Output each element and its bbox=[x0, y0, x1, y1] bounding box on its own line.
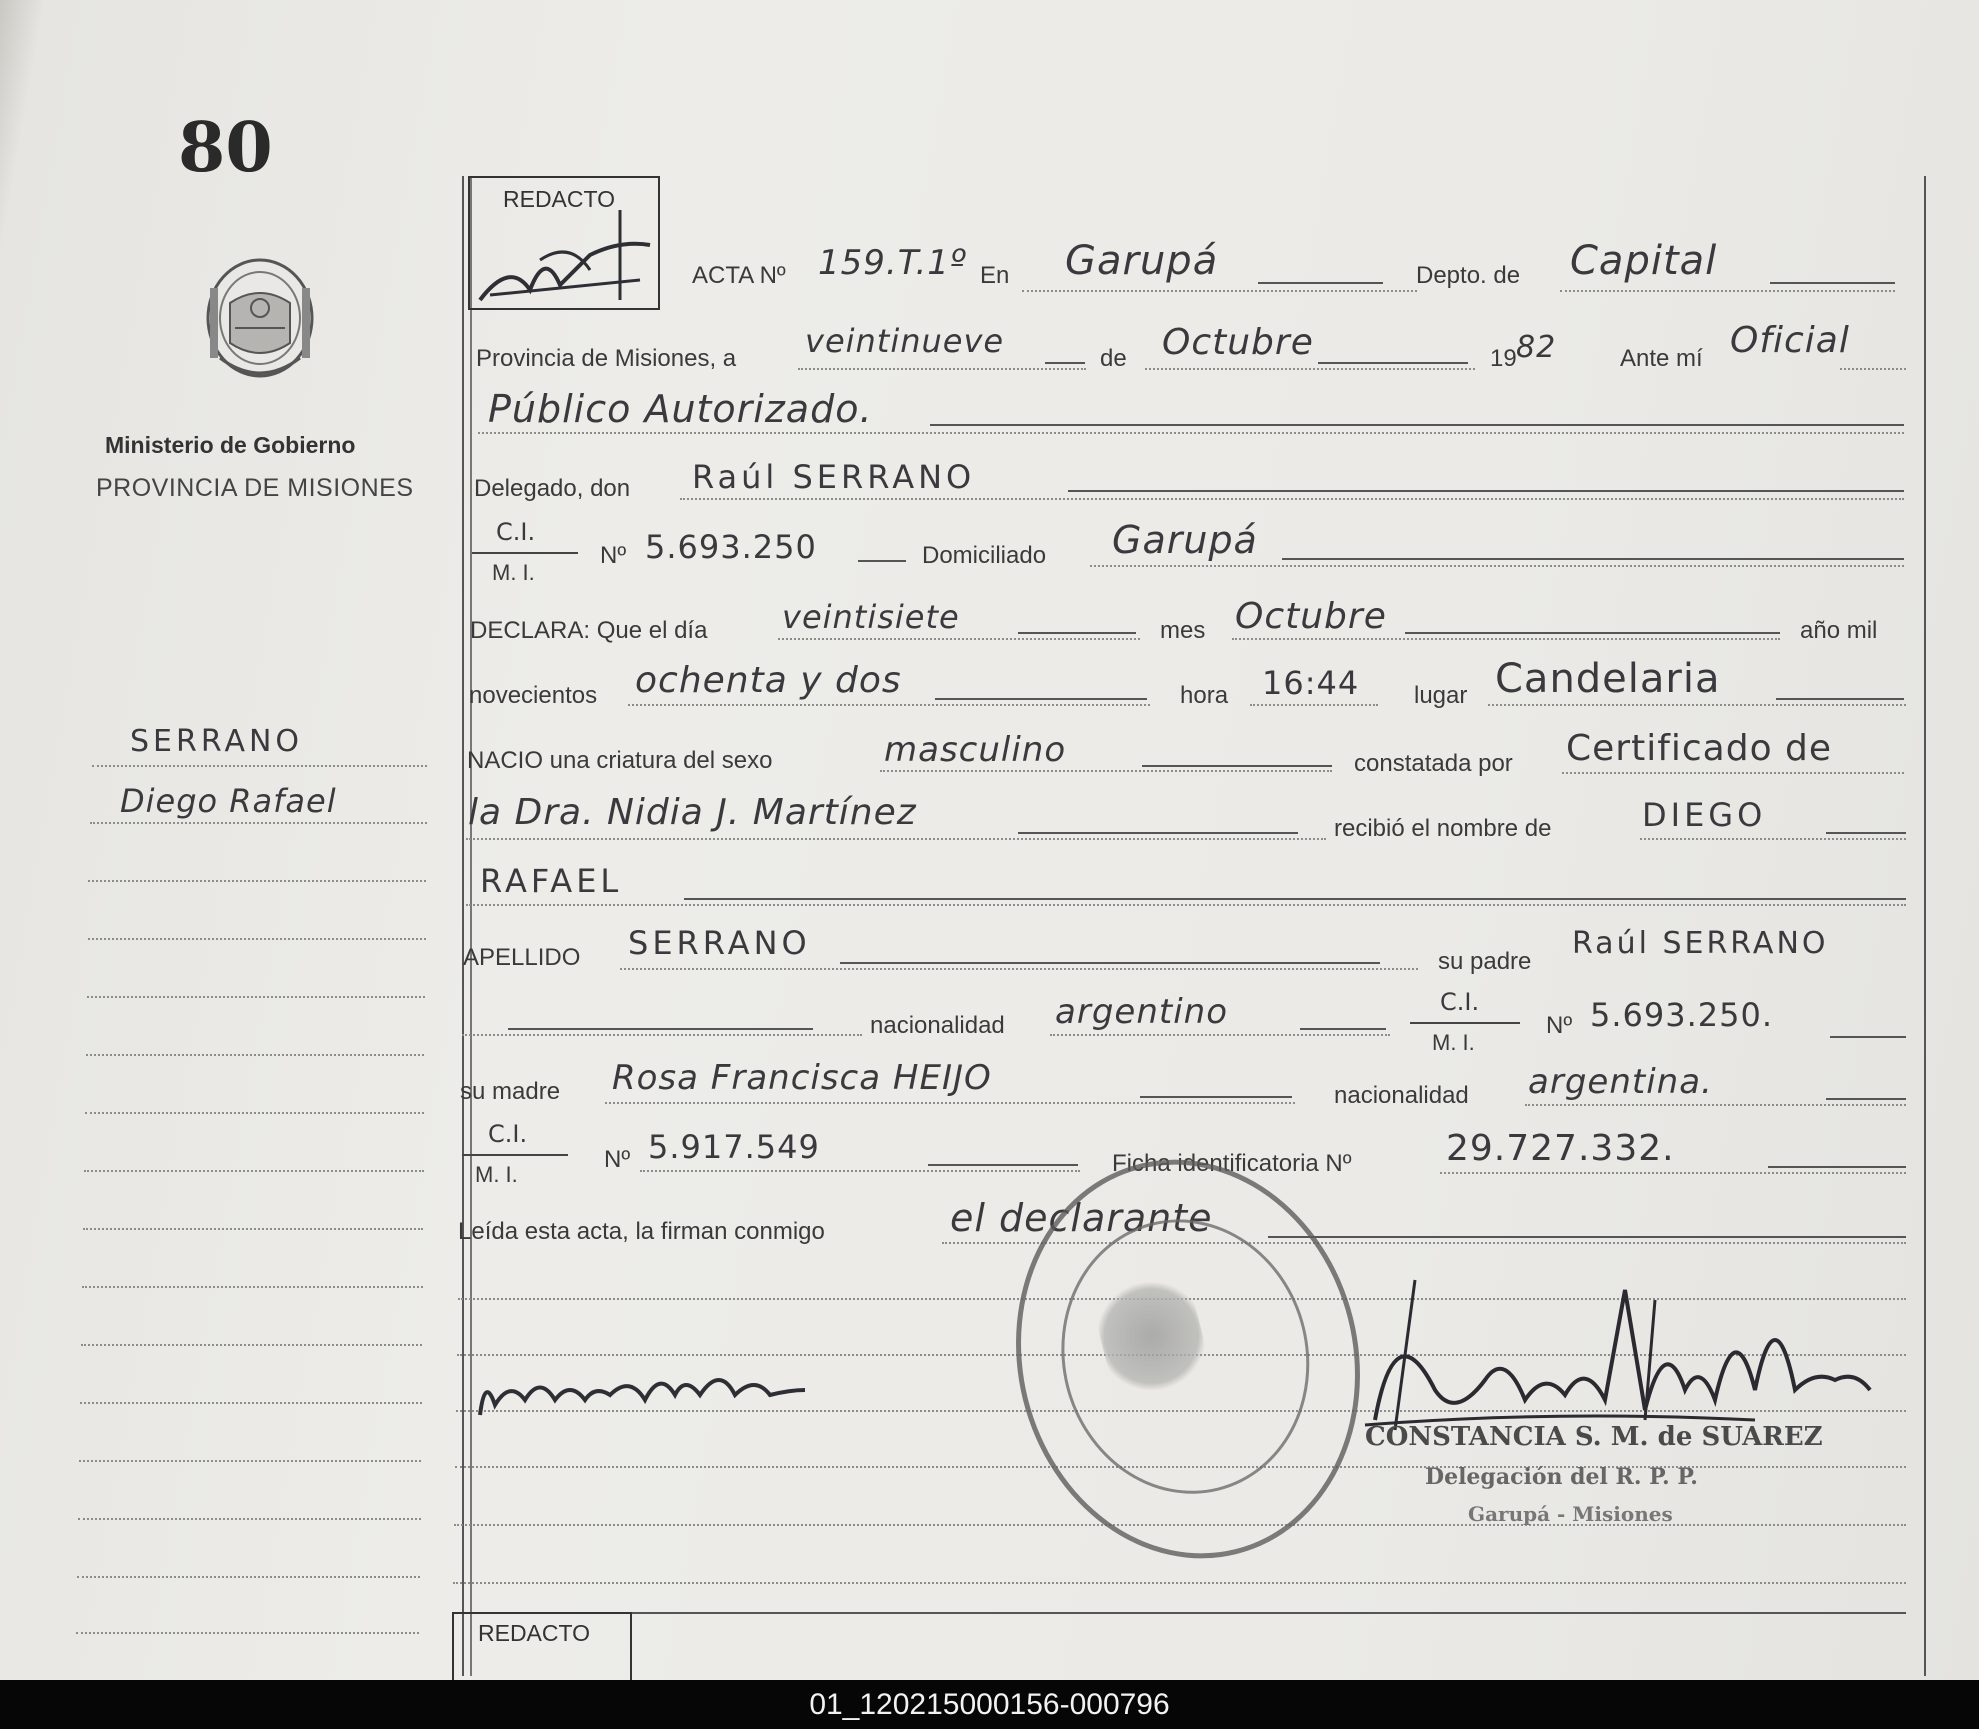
fill-stroke bbox=[935, 698, 1147, 700]
fill-line bbox=[880, 770, 1332, 772]
fill-line bbox=[1640, 838, 1906, 840]
surname-value: SERRANO bbox=[628, 924, 811, 962]
apellido-label: APELLIDO bbox=[463, 944, 581, 971]
first-name: DIEGO bbox=[1642, 796, 1767, 834]
margin-line bbox=[90, 822, 427, 824]
provincia-label: Provincia de Misiones, a bbox=[476, 345, 737, 372]
fill-stroke bbox=[1768, 1166, 1906, 1168]
fill-line bbox=[478, 432, 1904, 434]
fill-line bbox=[1488, 704, 1906, 706]
father-nationality: argentino bbox=[1055, 992, 1228, 1032]
mother-doc: 5.917.549 bbox=[648, 1128, 820, 1166]
fill-stroke bbox=[1405, 632, 1780, 634]
fill-stroke bbox=[1045, 362, 1085, 364]
mother-nationality: argentina. bbox=[1528, 1062, 1713, 1102]
novecientos-label: novecientos bbox=[469, 682, 598, 709]
numero-label-mother: Nº bbox=[604, 1146, 631, 1173]
form-border-inner bbox=[470, 176, 472, 1676]
lugar-label: lugar bbox=[1414, 682, 1468, 709]
delegado-doc: 5.693.250 bbox=[645, 528, 817, 566]
fill-line bbox=[1250, 704, 1378, 706]
margin-line bbox=[80, 1402, 422, 1404]
fill-stroke bbox=[1770, 282, 1895, 284]
fill-line bbox=[640, 1170, 1080, 1172]
mother-doc-type-print: M. I. bbox=[475, 1162, 518, 1187]
hora-label: hora bbox=[1180, 682, 1229, 709]
day-words: veintinueve bbox=[805, 322, 1005, 360]
fraction-bar bbox=[1410, 1022, 1520, 1024]
margin-surname: SERRANO bbox=[130, 724, 304, 759]
margin-line bbox=[84, 1170, 424, 1172]
fill-stroke bbox=[508, 1028, 813, 1030]
recibio-label: recibió el nombre de bbox=[1334, 815, 1552, 842]
fill-line bbox=[1562, 772, 1904, 774]
margin-line bbox=[88, 880, 426, 882]
fill-line bbox=[1525, 1104, 1906, 1106]
fill-stroke bbox=[1826, 1098, 1906, 1100]
year-suffix: 82 bbox=[1516, 330, 1557, 365]
father-doc: 5.693.250. bbox=[1590, 996, 1774, 1034]
domiciliado-label: Domiciliado bbox=[922, 542, 1047, 569]
month-value: Octubre bbox=[1162, 322, 1314, 363]
fill-line bbox=[1022, 290, 1417, 292]
leida-label: Leída esta acta, la firman conmigo bbox=[458, 1218, 825, 1245]
margin-line bbox=[87, 996, 425, 998]
father-doc-type-hand: C.I. bbox=[1440, 988, 1480, 1016]
fill-stroke bbox=[1258, 282, 1383, 284]
fill-line bbox=[1840, 368, 1906, 370]
fill-line bbox=[462, 1034, 862, 1036]
fill-stroke bbox=[1300, 1028, 1386, 1030]
mother-doc-type-hand: C.I. bbox=[488, 1120, 528, 1148]
officer-title-1: Oficial bbox=[1730, 320, 1850, 361]
birth-month: Octubre bbox=[1235, 596, 1387, 637]
ficha-label: Ficha identificatoria Nº bbox=[1112, 1150, 1352, 1177]
anio-label: año mil bbox=[1800, 617, 1878, 644]
margin-given-names: Diego Rafael bbox=[120, 782, 337, 820]
margin-line bbox=[76, 1632, 419, 1634]
fill-stroke bbox=[1068, 490, 1904, 492]
page-number: 80 bbox=[178, 108, 273, 188]
fill-line bbox=[1560, 290, 1895, 292]
margin-line bbox=[77, 1576, 420, 1578]
declarant-signature-icon bbox=[470, 1355, 810, 1425]
fill-line bbox=[620, 968, 1418, 970]
numero-label: Nº bbox=[600, 542, 627, 569]
margin-line bbox=[79, 1460, 421, 1462]
margin-line bbox=[86, 1054, 424, 1056]
signature-line bbox=[453, 1582, 1906, 1584]
province-crest-icon bbox=[190, 248, 330, 408]
image-footer bbox=[0, 1680, 1979, 1729]
birth-day-words: veintisiete bbox=[782, 598, 960, 636]
margin-line bbox=[78, 1518, 421, 1520]
margin-line bbox=[88, 938, 426, 940]
fill-stroke bbox=[858, 560, 906, 562]
certified-by-1: Certificado de bbox=[1566, 728, 1833, 769]
delegado-name: Raúl SERRANO bbox=[692, 458, 976, 496]
fill-stroke bbox=[928, 1164, 1078, 1166]
constatada-label: constatada por bbox=[1354, 750, 1513, 777]
depto-label: Depto. de bbox=[1416, 262, 1521, 289]
acta-number: 159.T.1º bbox=[818, 243, 967, 283]
fill-stroke bbox=[1776, 698, 1904, 700]
fill-line bbox=[466, 838, 1326, 840]
nacionalidad-label-father: nacionalidad bbox=[870, 1012, 1005, 1039]
fill-line bbox=[778, 638, 1140, 640]
birth-year-words: ochenta y dos bbox=[635, 660, 902, 701]
ante-label: Ante mí bbox=[1620, 345, 1703, 372]
father-name: Raúl SERRANO bbox=[1572, 926, 1829, 961]
second-name: RAFAEL bbox=[480, 862, 623, 900]
mother-name: Rosa Francisca HEIJO bbox=[612, 1058, 992, 1098]
fraction-bar bbox=[462, 1154, 568, 1156]
stamp-place: Garupá - Misiones bbox=[1468, 1502, 1673, 1526]
fill-stroke bbox=[1826, 832, 1906, 834]
doc-type-print: M. I. bbox=[492, 560, 535, 585]
fill-stroke bbox=[1318, 362, 1468, 364]
father-doc-type-print: M. I. bbox=[1432, 1030, 1475, 1055]
officer-title-2: Público Autorizado. bbox=[488, 387, 873, 431]
fill-line bbox=[1090, 565, 1904, 567]
nacio-label: NACIO una criatura del sexo bbox=[467, 747, 773, 774]
sex-value: masculino bbox=[884, 730, 1067, 770]
fill-stroke bbox=[1018, 832, 1298, 834]
fill-line bbox=[1050, 1034, 1390, 1036]
redacto-signature-icon bbox=[470, 200, 660, 310]
fill-stroke bbox=[930, 424, 1904, 426]
fill-stroke bbox=[1142, 765, 1332, 767]
birth-time: 16:44 bbox=[1262, 664, 1360, 702]
margin-line bbox=[92, 765, 427, 767]
certified-by-2: la Dra. Nidia J. Martínez bbox=[468, 792, 917, 833]
fill-stroke bbox=[1830, 1036, 1906, 1038]
year-prefix: 19 bbox=[1490, 345, 1517, 372]
madre-label: su madre bbox=[460, 1078, 561, 1105]
ficha-number: 29.727.332. bbox=[1446, 1128, 1675, 1169]
mes-label: mes bbox=[1160, 617, 1206, 644]
stamp-office: Delegación del R. P. P. bbox=[1425, 1464, 1698, 1490]
depto-value: Capital bbox=[1570, 238, 1718, 284]
fill-line bbox=[680, 498, 1904, 500]
fill-stroke bbox=[684, 898, 1906, 900]
fill-stroke bbox=[1140, 1096, 1292, 1098]
birth-place: Candelaria bbox=[1495, 656, 1721, 702]
nacionalidad-label-mother: nacionalidad bbox=[1334, 1082, 1469, 1109]
fill-line bbox=[1232, 638, 1780, 640]
redacto-label-bottom: REDACTO bbox=[478, 1620, 591, 1646]
padre-label: su padre bbox=[1438, 948, 1532, 975]
fill-line bbox=[1440, 1172, 1906, 1174]
numero-label-father: Nº bbox=[1546, 1012, 1573, 1039]
stamp-name: CONSTANCIA S. M. de SUAREZ bbox=[1365, 1422, 1823, 1452]
domicilio-value: Garupá bbox=[1112, 518, 1258, 562]
fill-stroke bbox=[1268, 1236, 1906, 1238]
margin-line bbox=[82, 1286, 423, 1288]
image-id: 01_120215000156-000796 bbox=[809, 1688, 1170, 1721]
acta-label: ACTA Nº bbox=[692, 262, 786, 289]
fill-line bbox=[466, 904, 1906, 906]
en-label: En bbox=[980, 262, 1010, 289]
fill-stroke bbox=[840, 962, 1380, 964]
redacto-label: REDACTO bbox=[503, 186, 616, 212]
fill-line bbox=[605, 1102, 1295, 1104]
declara-label: DECLARA: Que el día bbox=[470, 617, 708, 644]
form-bottom-line bbox=[452, 1612, 1906, 1614]
margin-line bbox=[83, 1228, 423, 1230]
doc-type-hand: C.I. bbox=[496, 518, 536, 546]
fill-stroke bbox=[1282, 558, 1904, 560]
fill-line bbox=[1145, 368, 1475, 370]
delegado-label: Delegado, don bbox=[474, 475, 631, 502]
fill-line bbox=[628, 704, 1150, 706]
acta-place: Garupá bbox=[1065, 238, 1219, 284]
fraction-bar bbox=[472, 552, 578, 554]
signatory-value: el declarante bbox=[950, 1196, 1213, 1240]
ministry-title: Ministerio de Gobierno bbox=[105, 432, 356, 458]
margin-line bbox=[81, 1344, 422, 1346]
de-label: de bbox=[1100, 345, 1127, 372]
margin-line bbox=[85, 1112, 424, 1114]
province-title: PROVINCIA DE MISIONES bbox=[96, 474, 414, 502]
fill-stroke bbox=[1018, 632, 1136, 634]
fill-line bbox=[798, 368, 1086, 370]
